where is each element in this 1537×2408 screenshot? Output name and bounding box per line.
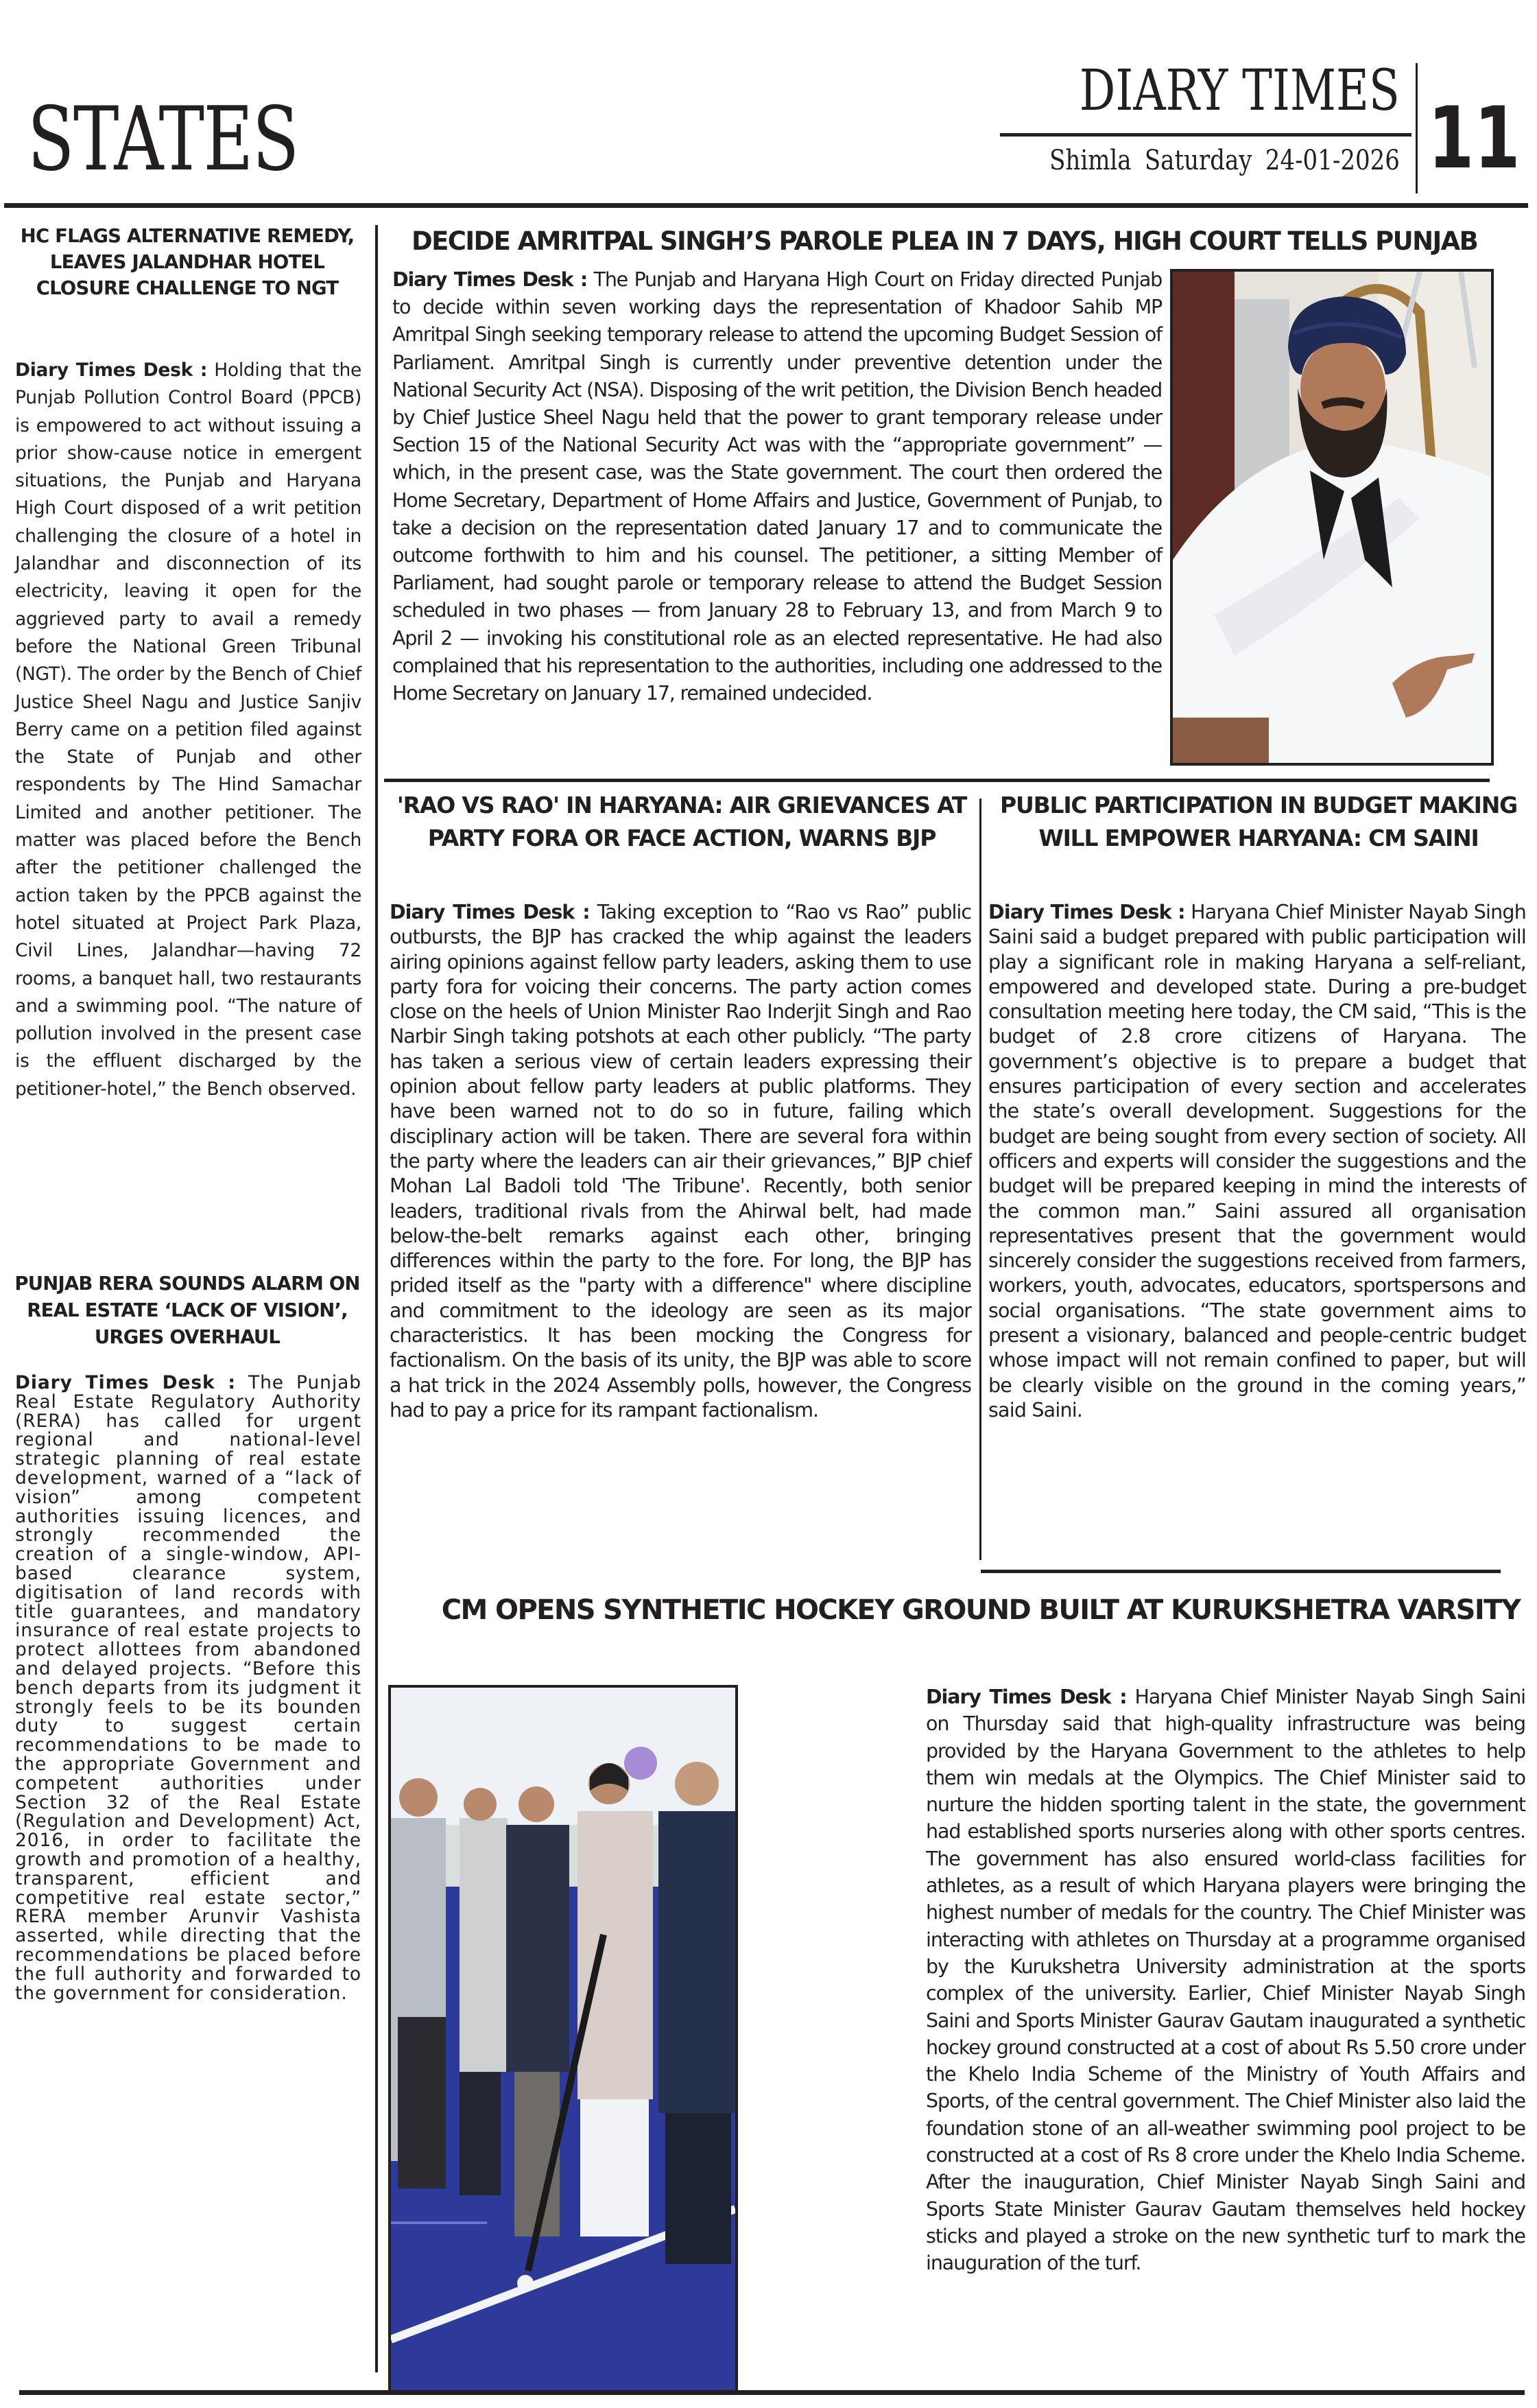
byline: Diary Times Desk :: [390, 901, 590, 923]
article-text: Holding that the Punjab Pollution Control Board (PPCB) is empowered to act without issuing a prior show-cause notice in emergent situations, the Punjab and Haryana High Court disposed of a writ petition challenging the closure of a hotel in Jalandhar and disconnection of its electricity, leaving it open for the aggrieved party to avail a remedy before the National Green Tribunal (NGT). The order by the Bench of Chief Justice Sheel Nagu and Justice Sanjiv Berry came on a petition filed against the State of Punjab and other respondents by The Hind Samachar Limited and another petitioner. The matter was placed before the Bench after the petitioner challenged the action taken by the PPCB against the hotel situated at Project Park Plaza, Civil Lines, Jalandhar—having 72 rooms, a banquet hall, two restaurants and a swimming pool. “The nature of pollution involved in the present case is the effluent discharged by the petitioner-hotel,” the Bench observed.: [15, 359, 361, 1100]
article-photo-hockey: [388, 1685, 738, 2394]
article-body: [15, 1373, 361, 2003]
article-body: [392, 266, 1162, 707]
article-body: [15, 357, 361, 1103]
byline: Diary Times Desk :: [988, 901, 1185, 923]
section-divider: [981, 1570, 1501, 1573]
footer-rule: [19, 2390, 1525, 2395]
article-text: Taking exception to “Rao vs Rao” public outbursts, the BJP has cracked the whip against the leaders airing opinions against fellow party leaders, asking them to use party fora for voicing their concerns. The party action comes close on the heels of Union Minister Rao Inderjit Singh and Rao Narbir Singh taking potshots at each other publicly. “The party has taken a serious view of certain leaders expressing their opinion about fellow party leaders at public platforms. They have been warned not to do so in future, failing which disciplinary action will be taken. There are several fora within the party where the leaders can air their grievances,” BJP chief Mohan Lal Badoli told 'The Tribune'. Recently, both senior leaders, traditional rivals from the Ahirwal belt, had made below-the-belt remarks against each other, bringing differences within the party to the fore. For long, the BJP has prided itself as the "party with a difference" where discipline and commitment to the ideology are seen as its major characteristics. It has been mocking the Congress for factionalism. On the basis of its unity, the BJP was able to score a hat trick in the 2024 Assembly polls, however, the Congress had to pay a price for its rampant factionalism.: [390, 901, 972, 1421]
article-photo-portrait: [1170, 269, 1494, 766]
article-headline: PUNJAB RERA SOUNDS ALARM ON REAL ESTATE ‘LACK OF VISION’, URGES OVERHAUL: [14, 1273, 360, 1349]
section-title: STATES: [27, 88, 298, 191]
article-headline: HC FLAGS ALTERNATIVE REMEDY, LEAVES JALANDHAR HOTEL CLOSURE CHALLENGE TO NGT: [20, 225, 355, 299]
hockey-photo-illustration: [391, 1688, 735, 2392]
article-text: The Punjab Real Estate Regulatory Authority (RERA) has called for urgent regional and national-level strategic planning of real estate development, warned of a “lack of vision” among competent authorities issuing licences, and strongly recommended the creation of a single-window, API-based clearance system, digitisation of land records with title guarantees, and mandatory insurance of real estate projects to protect allottees from abandoned and delayed projects. “Before this bench departs from its judgment it strongly feels to be its bounden duty to suggest certain recommendations to be made to the appropriate Government and competent authorities under Section 32 of the Real Estate (Regulation and Development) Act, 2016, in order to facilitate the growth and promotion of a healthy, transparent, efficient and competitive real estate sector,” RERA member Arunvir Vashista asserted, while directing that the recommendations be placed before the full authority and forwarded to the government for consideration.: [15, 1372, 361, 2004]
article-body: [926, 1684, 1525, 2277]
article-text: Haryana Chief Minister Nayab Singh Saini said a budget prepared with public participation will play a significant role in making Haryana a self-reliant, empowered and developed state. During a pre-budget consultation meeting here today, the CM said, “This is the budget of 2.8 crore citizens of Haryana. The government’s objective is to prepare a budget that ensures participation of every section and accelerates the state’s overall development. Suggestions for the budget are being sought from every section of society. All officers and experts will consider the suggestions and the budget will be prepared keeping in mind the interests of the common man.” Saini assured all organisation representatives present that the government would sincerely consider the suggestions received from farmers, workers, youth, advocates, educators, sportspersons and social organisations. “The state government aims to present a visionary, balanced and people-centric budget whose impact will not remain confined to paper, but will be clearly visible on the ground in the coming years,” said Saini.: [988, 901, 1526, 1421]
article-headline: CM OPENS SYNTHETIC HOCKEY GROUND BUILT AT KURUKSHETRA VARSITY: [441, 1594, 1521, 1626]
byline: Diary Times Desk :: [15, 359, 208, 381]
article-text: The Punjab and Haryana High Court on Friday directed Punjab to decide within seven working days the representation of Khadoor Sahib MP Amritpal Singh seeking temporary release to attend the upcoming Budget Session of Parliament. Amritpal Singh is currently under preventive detention under the National Security Act (NSA). Disposing of the writ petition, the Division Bench headed by Chief Justice Sheel Nagu held that the power to grant temporary release under Section 15 of the National Security Act was with the “appropriate government” — which, in the present case, was the State government. The court then ordered the Home Secretary, Department of Home Affairs and Justice, Government of Punjab, to take a decision on the representation dated January 17 and to communicate the outcome forthwith to him and his counsel. The petitioner, a sitting Member of Parliament, had sought parole or temporary release to attend the Budget Session scheduled in two phases — from January 28 to February 13, and from March 9 to April 2 — invoking his constitutional role as an elected representative. He had also complained that his representation to the authorities, including one addressed to the Home Secretary on January 17, remained undecided.: [392, 268, 1163, 705]
dateline: Shimla Saturday 24-01-2026: [1049, 145, 1400, 176]
column-divider: [375, 225, 378, 2372]
newspaper-name: DIARY TIMES: [1079, 58, 1400, 123]
article-headline: 'RAO VS RAO' IN HARYANA: AIR GRIEVANCES AT PARTY FORA OR FACE ACTION, WARNS BJP: [396, 792, 967, 851]
article-body: [390, 900, 971, 1423]
masthead-vertical-divider: [1416, 63, 1418, 193]
portrait-illustration: [1173, 272, 1491, 763]
article-headline: PUBLIC PARTICIPATION IN BUDGET MAKING WILL EMPOWER HARYANA: CM SAINI: [999, 792, 1518, 851]
article-text: Haryana Chief Minister Nayab Singh Saini on Thursday said that high-quality infrastructure was being provided by the Haryana Government to the athletes to help them win medals at the Olympics. The Chief Minister said to nurture the hidden sporting talent in the state, the government had established sports nurseries along with other sports centres. The government has also ensured world-class facilities for athletes, as a result of which Haryana players were bringing the highest number of medals for the country. The Chief Minister was interacting with athletes on Thursday at a programme organised by the Kurukshetra University administration at the sports complex of the university. Earlier, Chief Minister Nayab Singh Saini and Sports Minister Gaurav Gautam inaugurated a synthetic hockey ground constructed at a cost of about Rs 5.50 crore under the Khelo India Scheme of the Ministry of Youth Affairs and Sports, of the central government. The Chief Minister also laid the foundation stone of an all-weather swimming pool project to be constructed at a cost of Rs 8 crore under the Khelo India Scheme. After the inauguration, Chief Minister Nayab Singh Saini and Sports State Minister Gaurav Gautam themselves held hockey sticks and played a stroke on the new synthetic turf to mark the inauguration of the turf.: [926, 1686, 1525, 2275]
byline: Diary Times Desk :: [15, 1372, 236, 1393]
page-number: 11: [1428, 89, 1521, 188]
article-headline: DECIDE AMRITPAL SINGH’S PAROLE PLEA IN 7 DAYS, HIGH COURT TELLS PUNJAB: [412, 226, 1478, 256]
column-divider: [979, 799, 981, 1560]
header-rule: [4, 203, 1528, 208]
section-divider: [384, 779, 1490, 782]
byline: Diary Times Desk :: [926, 1686, 1127, 1708]
byline: Diary Times Desk :: [392, 268, 588, 291]
masthead-divider: [1000, 133, 1411, 137]
article-body: [988, 900, 1526, 1423]
